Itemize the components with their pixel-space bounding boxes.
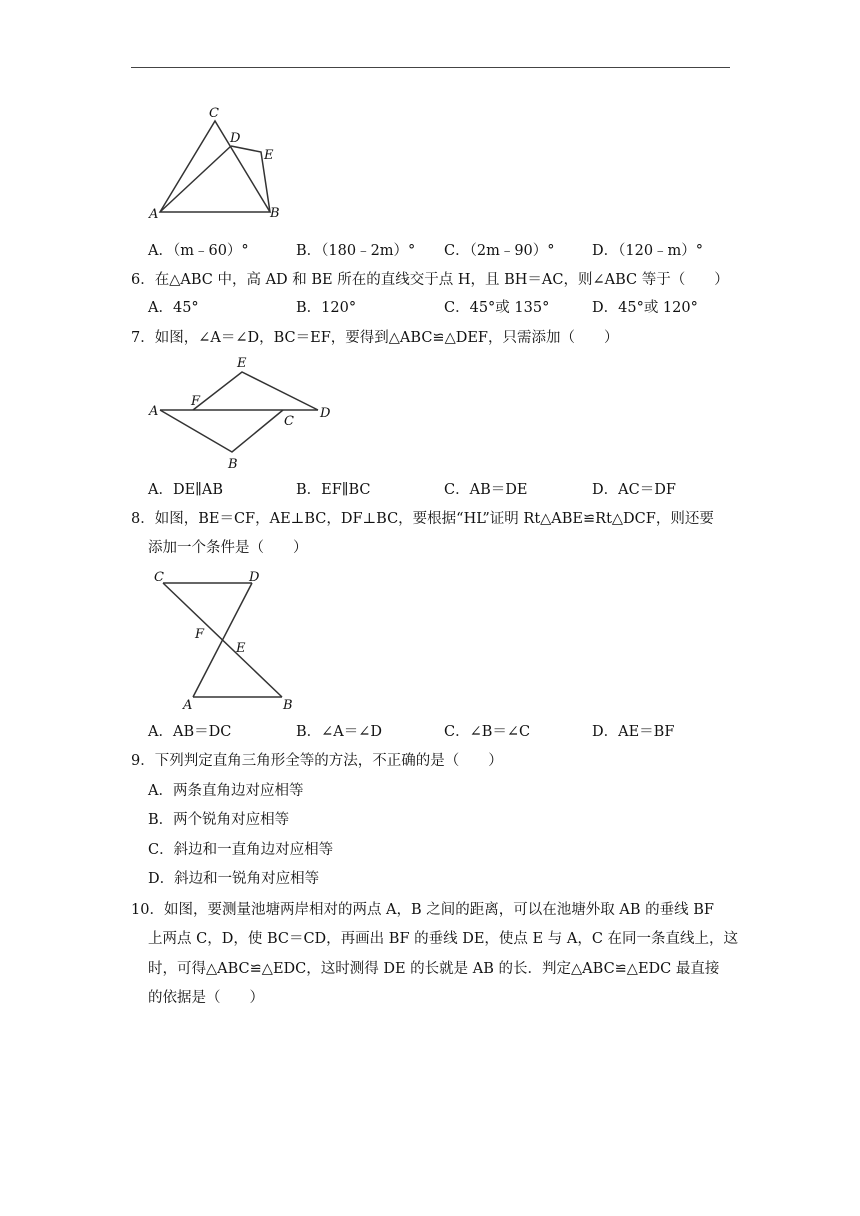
- q5-option-d: D．（120﹣m）°: [592, 243, 704, 259]
- label-d: D: [249, 570, 260, 585]
- triangle-abc: [160, 121, 270, 212]
- q7-stem: 7．如图，∠A＝∠D，BC＝EF，要得到△ABC≌△DEF，只需添加（ ）: [131, 330, 619, 346]
- q9-stem: 9．下列判定直角三角形全等的方法，不正确的是（ ）: [131, 753, 503, 769]
- label-e: E: [237, 356, 247, 371]
- q9-option-c: C．斜边和一直角边对应相等: [148, 842, 334, 858]
- label-f: F: [191, 394, 201, 409]
- label-a: A: [149, 404, 159, 419]
- q9-option-b: B．两个锐角对应相等: [148, 812, 290, 828]
- q6-stem: 6．在△ABC 中，高 AD 和 BE 所在的直线交于点 H，且 BH＝AC，则∠ABC 等于（ ）: [131, 272, 729, 288]
- label-b: B: [228, 457, 238, 472]
- label-c: C: [284, 414, 294, 429]
- label-e: E: [264, 148, 274, 163]
- q7-option-a: A．DE∥AB: [148, 482, 224, 498]
- header-rule: [131, 67, 730, 68]
- label-d: D: [320, 406, 331, 421]
- label-e: E: [236, 641, 246, 656]
- q10-line1: 10．如图，要测量池塘两岸相对的两点 A，B 之间的距离，可以在池塘外取 AB 的垂线 BF: [131, 902, 714, 918]
- q8-option-b: B．∠A＝∠D: [296, 724, 383, 740]
- q10-line4: 的依据是（ ）: [148, 990, 264, 1006]
- q9-option-a: A．两条直角边对应相等: [148, 783, 304, 799]
- label-a: A: [149, 207, 159, 222]
- q5-option-c: C．（2m﹣90）°: [444, 243, 555, 259]
- segment-ad: [160, 146, 231, 212]
- q8-stem-line1: 8．如图，BE＝CF，AE⊥BC，DF⊥BC，要根据“HL”证明 Rt△ABE≌Rt△DCF，则还要: [131, 511, 714, 527]
- q6-option-c: C．45°或 135°: [444, 300, 550, 316]
- q7-option-c: C．AB＝DE: [444, 482, 528, 498]
- segment-abc: [160, 410, 283, 452]
- label-c: C: [209, 106, 219, 121]
- label-c: C: [154, 570, 164, 585]
- q7-option-d: D．AC＝DF: [592, 482, 676, 498]
- q7-option-b: B．EF∥BC: [296, 482, 371, 498]
- q6-option-d: D．45°或 120°: [592, 300, 698, 316]
- q9-option-d: D．斜边和一锐角对应相等: [148, 871, 320, 887]
- q6-option-a: A．45°: [148, 300, 199, 316]
- q8-stem-line2: 添加一个条件是（ ）: [148, 540, 308, 556]
- segment-fed: [193, 372, 318, 410]
- q8-figure: [145, 565, 305, 715]
- label-d: D: [230, 131, 241, 146]
- q8-option-c: C．∠B＝∠C: [444, 724, 531, 740]
- q10-line2: 上两点 C，D，使 BC＝CD，再画出 BF 的垂线 DE，使点 E 与 A，C 在同一条直线上，这: [148, 931, 739, 947]
- q5-option-b: B．（180﹣2m）°: [296, 243, 416, 259]
- q10-line3: 时，可得△ABC≌△EDC，这时测得 DE 的长就是 AB 的长．判定△ABC≌△EDC 最直接: [148, 961, 720, 977]
- label-b: B: [283, 698, 293, 713]
- q8-option-a: A．AB＝DC: [148, 724, 232, 740]
- q5-option-a: A．（m﹣60）°: [148, 243, 249, 259]
- q6-option-b: B．120°: [296, 300, 357, 316]
- q7-figure: [140, 350, 340, 475]
- q5-figure: [140, 100, 300, 225]
- q8-option-d: D．AE＝BF: [592, 724, 675, 740]
- label-f: F: [195, 627, 205, 642]
- label-a: A: [183, 698, 193, 713]
- label-b: B: [270, 206, 280, 221]
